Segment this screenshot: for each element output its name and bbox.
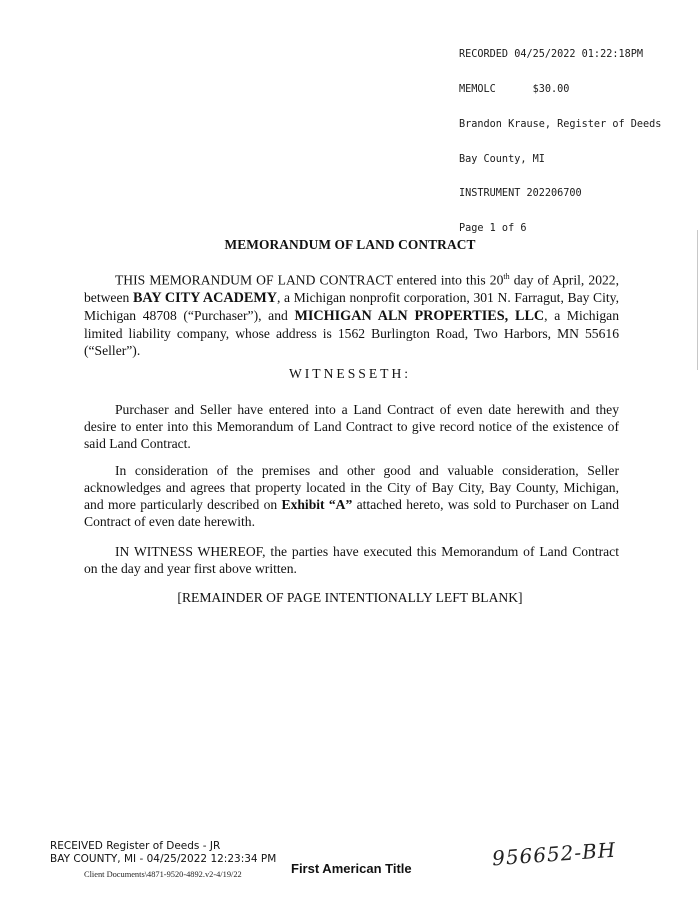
intro-text-2: day of April, 2022, between	[84, 272, 619, 305]
scan-edge-mark	[697, 230, 698, 370]
intro-text-4: , a Michigan limited liability company, whose address is 1562 Burlington Road, Two Harbors, MN 55616 (“Seller”).	[84, 307, 620, 358]
stamp-instrument-line: INSTRUMENT 202206700	[459, 188, 582, 200]
client-documents-ref: Client Documents\4871-9520-4892.v2-4/19/22	[84, 870, 242, 879]
received-stamp	[50, 840, 276, 865]
consideration-text-2: attached hereto, was sold to Purchaser on Land Contract of even date herewith.	[84, 497, 619, 529]
received-line-1: RECEIVED Register of Deeds - JR	[50, 840, 221, 852]
received-line-2: BAY COUNTY, MI - 04/25/2022 12:23:34 PM	[50, 852, 277, 865]
exhibit-reference: Exhibit “A”	[281, 497, 353, 512]
stamp-fee-line: MEMOLC $30.00	[459, 83, 570, 95]
title-company: First American Title	[291, 861, 412, 876]
seller-name: MICHIGAN ALN PROPERTIES, LLC	[294, 307, 545, 324]
recording-stamp	[459, 26, 661, 258]
consideration-text-1: In consideration of the premises and other good and valuable consideration, Seller acknowledges and agrees that property located in the City of Bay City, Bay County, Michigan, and more particularly described on	[84, 463, 619, 512]
in-witness-paragraph: IN WITNESS WHEREOF, the parties have executed this Memorandum of Land Contract on the day and year first above written.	[84, 544, 619, 576]
stamp-county-line: Bay County, MI	[459, 153, 545, 165]
remainder-blank-note: [REMAINDER OF PAGE INTENTIONALLY LEFT BLANK]	[177, 590, 523, 605]
stamp-register-line: Brandon Krause, Register of Deeds	[459, 118, 662, 130]
witnesseth-heading: WITNESSETH:	[288, 366, 412, 381]
desire-paragraph: Purchaser and Seller have entered into a Land Contract of even date herewith and they desire to enter into this Memorandum of Land Contract to give record notice of the existence of said Land Contract.	[84, 402, 619, 451]
document-title: MEMORANDUM OF LAND CONTRACT	[224, 237, 476, 252]
intro-ordinal-suffix: th	[503, 272, 510, 281]
purchaser-name: BAY CITY ACADEMY	[132, 289, 277, 306]
stamp-recorded-line: RECORDED 04/25/2022 01:22:18PM	[459, 49, 644, 61]
handwritten-number: 956652-BH	[491, 837, 617, 871]
intro-text-1: THIS MEMORANDUM OF LAND CONTRACT entered into this 20	[115, 272, 504, 288]
stamp-page-line: Page 1 of 6	[459, 223, 527, 235]
consideration-paragraph	[84, 462, 619, 530]
intro-paragraph	[84, 268, 619, 359]
intro-text-3: , a Michigan nonprofit corporation, 301 N. Farragut, Bay City, Michigan 48708 (“Purchaser”), and	[84, 289, 619, 323]
